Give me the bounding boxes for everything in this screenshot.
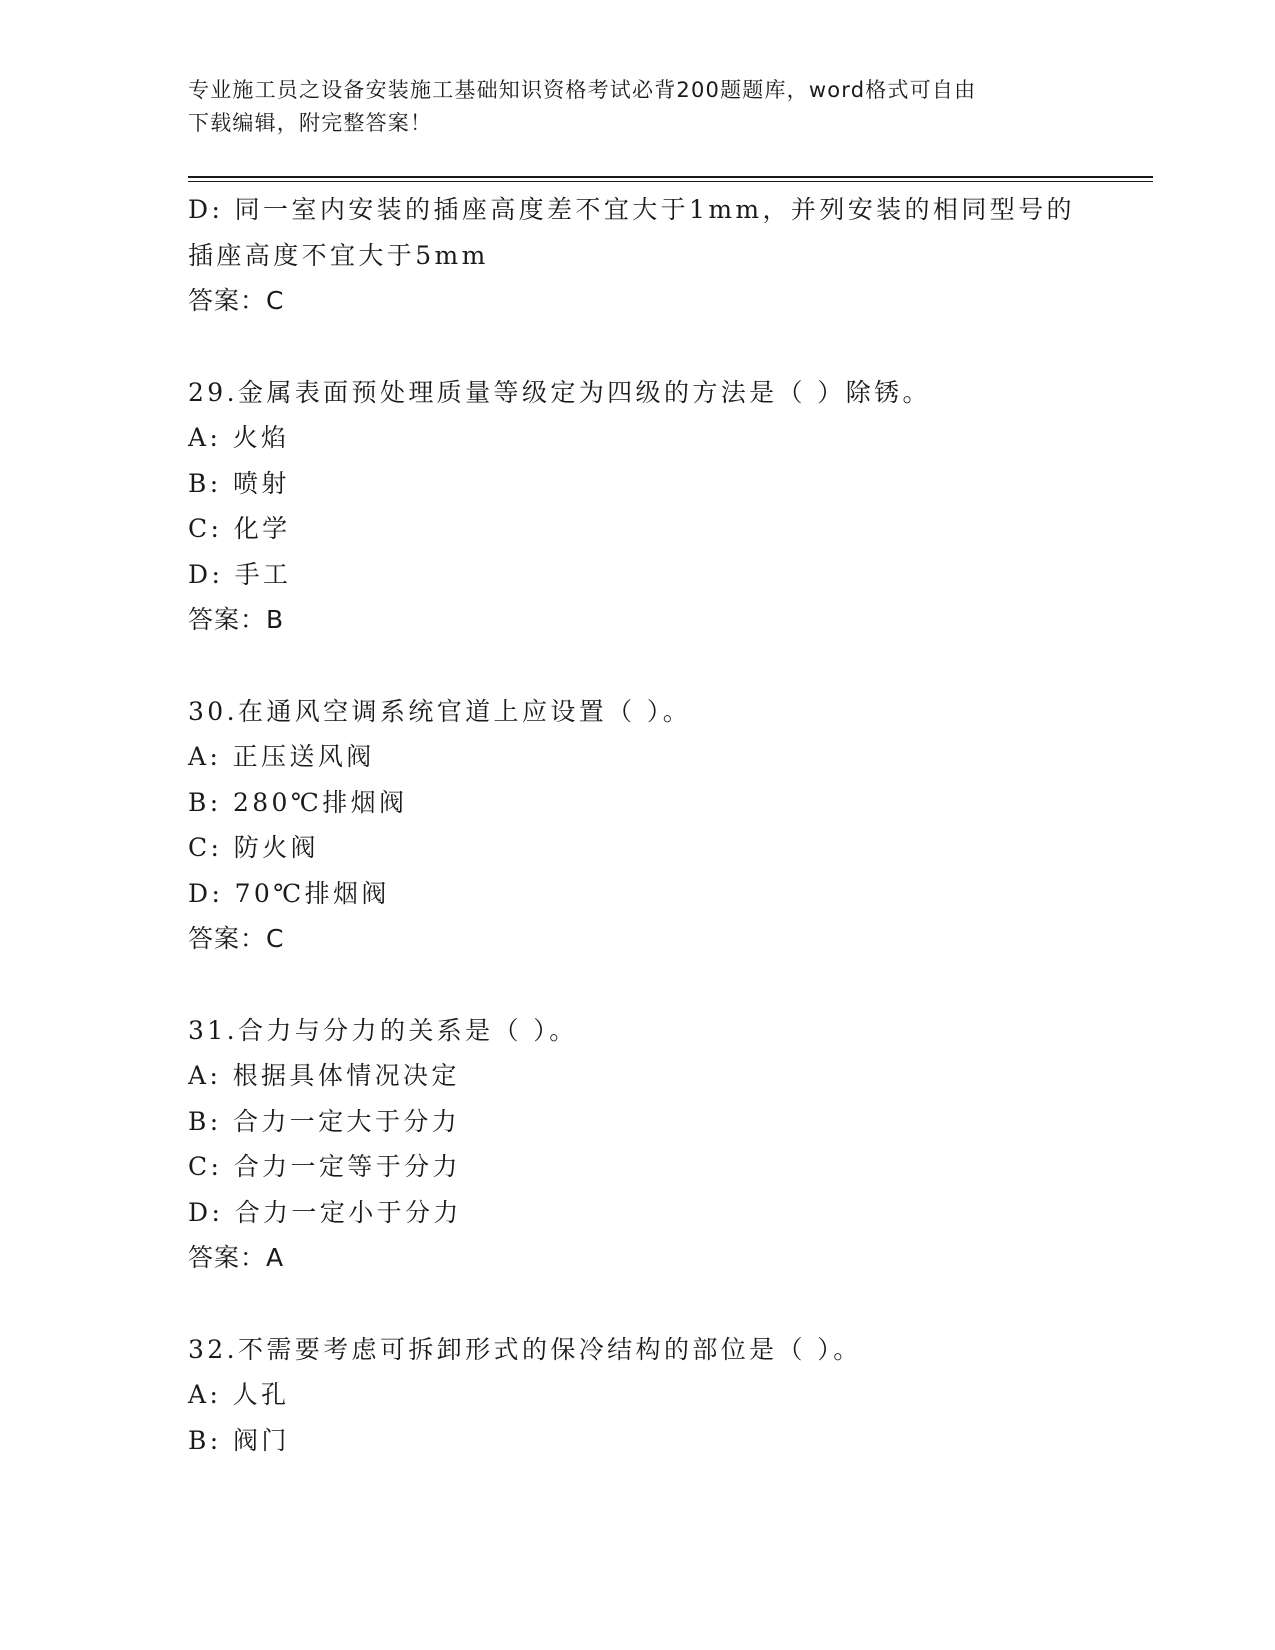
option-a: A: 根据具体情况决定	[188, 1061, 460, 1090]
option-d: D: 手工	[188, 559, 292, 589]
answer-line: 答案：A	[188, 1243, 285, 1272]
answer-line: 答案：C	[188, 924, 285, 953]
question-30	[188, 689, 1088, 962]
header-title-line-2: 下载编辑，附完整答案！	[188, 111, 433, 135]
question-32	[188, 1327, 1088, 1464]
option-b: B: 喷射	[188, 468, 290, 498]
question-31	[188, 1008, 1088, 1281]
option-d-line-2: 插座高度不宜大于5mm	[188, 240, 489, 270]
header-divider-thick	[188, 176, 1153, 178]
question-list	[188, 187, 1088, 1463]
option-b: B: 合力一定大于分力	[188, 1106, 461, 1136]
spacer	[188, 324, 1088, 370]
option-c: C: 化学	[188, 514, 291, 543]
option-a: A: 火焰	[188, 423, 290, 452]
question-stem: 29.金属表面预处理质量等级定为四级的方法是（ ）除锈。	[188, 377, 931, 407]
question-29	[188, 370, 1088, 643]
answer-line: 答案：B	[188, 605, 285, 634]
question-stem: 30.在通风空调系统官道上应设置（ ）。	[188, 696, 692, 726]
option-b: B: 280℃排烟阀	[188, 787, 408, 817]
spacer	[188, 1281, 1088, 1327]
option-b: B: 阀门	[188, 1425, 290, 1455]
option-c: C: 合力一定等于分力	[188, 1152, 461, 1181]
option-d: D: 合力一定小于分力	[188, 1197, 462, 1227]
option-c: C: 防火阀	[188, 833, 319, 862]
header-divider-thin	[188, 181, 1153, 182]
question-stem: 32.不需要考虑可拆卸形式的保冷结构的部位是（ ）。	[188, 1334, 862, 1364]
option-d: D: 70℃排烟阀	[188, 878, 390, 908]
question-28-tail	[188, 187, 1088, 324]
option-a: A: 人孔	[188, 1380, 290, 1409]
header-title-line-1: 专业施工员之设备安装施工基础知识资格考试必背200题题库，word格式可自由	[188, 78, 977, 102]
option-d-line-1: D: 同一室内安装的插座高度差不宜大于1mm，并列安装的相同型号的	[188, 195, 1075, 224]
spacer	[188, 962, 1088, 1008]
answer-line: 答案：C	[188, 286, 285, 315]
question-stem: 31.合力与分力的关系是（ ）。	[188, 1015, 578, 1045]
option-a: A: 正压送风阀	[188, 742, 375, 771]
spacer	[188, 643, 1088, 689]
document-header	[188, 74, 1068, 140]
